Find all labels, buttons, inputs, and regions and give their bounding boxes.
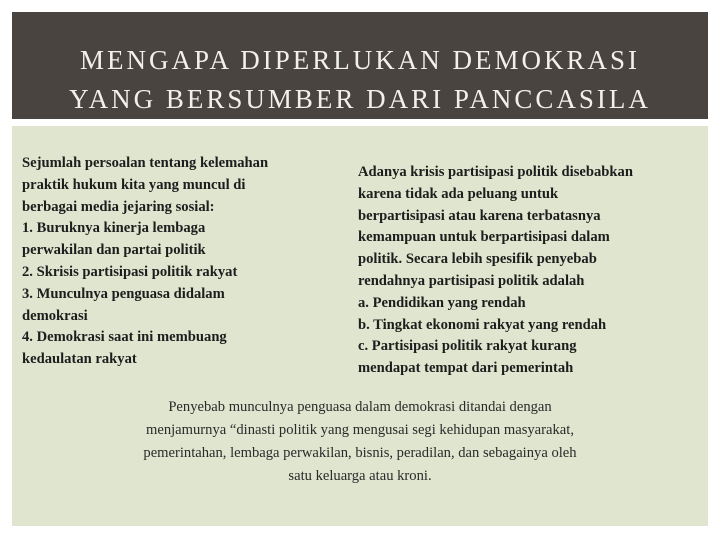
left-text-line: demokrasi <box>22 307 88 324</box>
bottom-text-line: pemerintahan, lembaga perwakilan, bisnis, peradilan, dan sebagainya oleh <box>143 445 577 461</box>
content-panel <box>12 126 708 526</box>
title-banner <box>12 12 708 119</box>
left-text-line: praktik hukum kita yang muncul di <box>22 176 246 193</box>
left-text-line: Sejumlah persoalan tentang kelemahan <box>22 155 269 171</box>
left-text-line: kedaulatan rakyat <box>22 351 137 368</box>
title-line-1: MENGAPA DIPERLUKAN DEMOKRASI <box>79 45 641 75</box>
left-text-line: berbagai media jejaring sosial: <box>22 198 215 215</box>
bottom-text-line: menjamurnya “dinasti politik yang mengusai segi kehidupan masyarakat, <box>146 422 574 438</box>
left-list-item-1: 1. Buruknya kinerja lembaga <box>22 220 206 237</box>
right-text-line: Adanya krisis partisipasi politik disebabkan <box>358 164 633 180</box>
right-text-block <box>358 162 703 380</box>
bottom-text-line: Penyebab munculnya penguasa dalam demokrasi ditandai dengan <box>168 399 552 415</box>
right-text-line: politik. Secara lebih spesifik penyebab <box>358 251 597 268</box>
right-list-item-a: a. Pendidikan yang rendah <box>358 294 526 311</box>
right-list-item-b: b. Tingkat ekonomi rakyat yang rendah <box>358 316 607 333</box>
right-text-line: rendahnya partisipasi politik adalah <box>358 272 585 289</box>
right-text-line: kemampuan untuk berpartisipasi dalam <box>358 229 610 246</box>
title-line-2: YANG BERSUMBER DARI PANCCASILA <box>69 84 651 114</box>
left-list-item-4: 4. Demokrasi saat ini membuang <box>22 329 227 346</box>
right-text-line: karena tidak ada peluang untuk <box>358 185 559 202</box>
left-list-item-3: 3. Munculnya penguasa didalam <box>22 285 225 302</box>
bottom-paragraph <box>42 396 678 488</box>
left-text-line: perwakilan dan partai politik <box>22 242 206 259</box>
right-list-item-c: c. Partisipasi politik rakyat kurang <box>358 338 577 355</box>
left-text-block <box>22 153 352 371</box>
right-text-line: berpartisipasi atau karena terbatasnya <box>358 207 601 224</box>
bottom-text-line: satu keluarga atau kroni. <box>288 468 432 484</box>
left-list-item-2: 2. Skrisis partisipasi politik rakyat <box>22 263 238 280</box>
right-text-line: mendapat tempat dari pemerintah <box>358 360 574 377</box>
